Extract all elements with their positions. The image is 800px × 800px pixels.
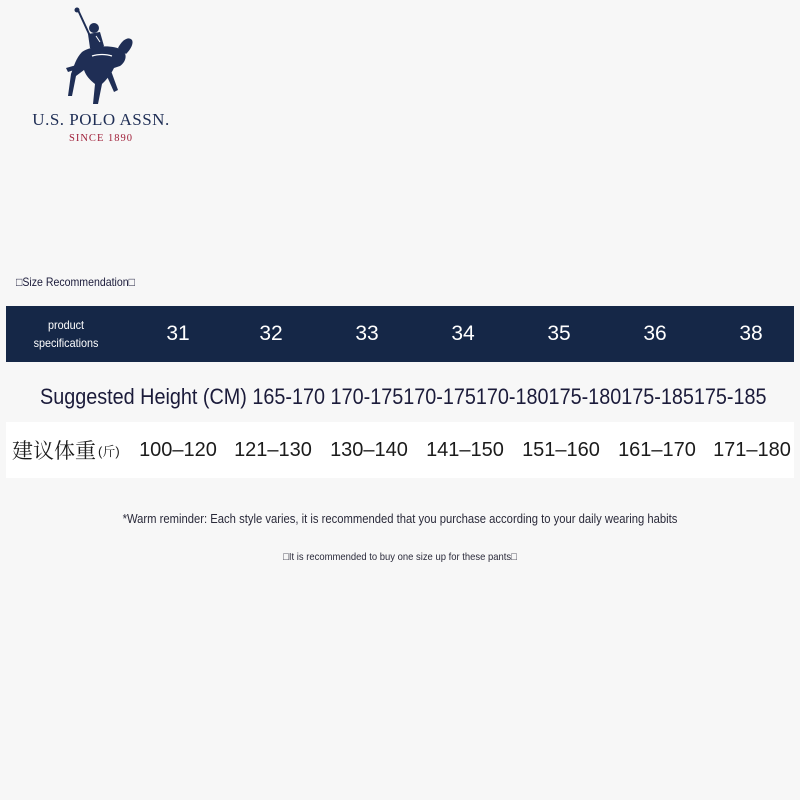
spec-label-line1: product <box>47 318 84 332</box>
brand-logo <box>20 6 182 146</box>
weight-cell: 130–140 <box>330 438 408 461</box>
brand-name: U.S. POLO ASSN. <box>32 110 170 129</box>
size-up-note: □It is recommended to buy one size up for these pants□ <box>283 551 517 563</box>
weight-cell: 141–150 <box>426 438 504 461</box>
size-cell: 34 <box>451 322 475 345</box>
size-cell: 33 <box>355 322 379 345</box>
polo-player-icon <box>62 6 136 108</box>
weight-cell: 121–130 <box>234 438 312 461</box>
weight-cell: 161–170 <box>618 438 696 461</box>
spec-row <box>6 306 794 362</box>
weight-cell: 100–120 <box>139 438 217 461</box>
spec-label-line2: specifications <box>33 336 99 350</box>
size-cell: 36 <box>643 322 667 345</box>
weight-cell: 171–180 <box>713 438 791 461</box>
warm-reminder: *Warm reminder: Each style varies, it is recommended that you purchase according to your daily wearing habits <box>122 512 678 526</box>
size-recommendation-title: □Size Recommendation□ <box>16 275 136 289</box>
size-cell: 31 <box>166 322 190 345</box>
spec-row-label <box>12 306 120 362</box>
size-cell: 32 <box>259 322 283 345</box>
weight-label-text: 建议体重 <box>12 440 96 463</box>
size-cell: 35 <box>547 322 571 345</box>
weight-cell: 151–160 <box>522 438 600 461</box>
size-cell: 38 <box>739 322 763 345</box>
weight-label <box>12 422 120 478</box>
weight-unit: (斤) <box>98 443 120 459</box>
suggested-height-row: Suggested Height (CM) 165-170 170-175170-175170-180175-180175-185175-185 <box>40 384 767 409</box>
brand-since: SINCE 1890 <box>69 133 133 144</box>
suggested-weight-row <box>6 422 794 478</box>
